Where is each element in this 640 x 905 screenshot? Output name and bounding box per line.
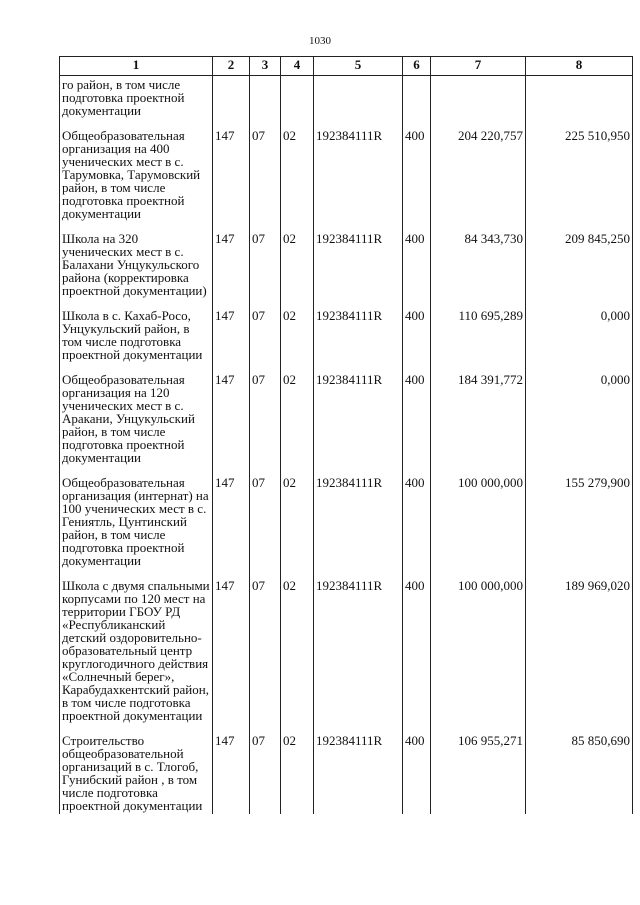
section-code-cell: 07 xyxy=(250,129,281,232)
section-code-cell: 07 xyxy=(250,232,281,309)
column-header: 6 xyxy=(403,57,431,76)
object-name-cell: Школа с двумя спальными корпусами по 120 мест на территории ГБОУ РД «Республиканский детский оздоровительно-образовательный центр круглогодичного действия «Солнечный берег», Карабудахкентский район, в том числе подготовка проектной документации xyxy=(60,579,213,734)
column-header: 2 xyxy=(213,57,250,76)
budget-table xyxy=(59,56,633,814)
column-header: 1 xyxy=(60,57,213,76)
section-code-cell: 07 xyxy=(250,579,281,734)
object-name-cell: Общеобразовательная организация на 120 ученических мест в с. Аракани, Унцукульский район, в том числе подготовка проектной документации xyxy=(60,373,213,476)
expense-type-cell: 400 xyxy=(403,734,431,814)
column-header: 7 xyxy=(431,57,526,76)
amount-col7-cell: 204 220,757 xyxy=(431,129,526,232)
expense-type-cell: 400 xyxy=(403,579,431,734)
table-row xyxy=(60,579,633,734)
target-article-cell: 192384111R xyxy=(314,232,403,309)
section-code-cell xyxy=(250,76,281,130)
object-name-cell: Школа на 320 ученических мест в с. Балахани Унцукульского района (корректировка проектной документации) xyxy=(60,232,213,309)
target-article-cell: 192384111R xyxy=(314,734,403,814)
subsection-code-cell: 02 xyxy=(281,476,314,579)
ministry-code-cell: 147 xyxy=(213,309,250,373)
ministry-code-cell: 147 xyxy=(213,373,250,476)
amount-col7-cell: 100 000,000 xyxy=(431,476,526,579)
amount-col8-cell: 225 510,950 xyxy=(526,129,633,232)
target-article-cell: 192384111R xyxy=(314,309,403,373)
object-name-cell: Общеобразовательная организация на 400 ученических мест в с. Тарумовка, Тарумовский район, в том числе подготовка проектной документации xyxy=(60,129,213,232)
table-row xyxy=(60,76,633,130)
section-code-cell: 07 xyxy=(250,476,281,579)
expense-type-cell: 400 xyxy=(403,476,431,579)
expense-type-cell: 400 xyxy=(403,373,431,476)
target-article-cell: 192384111R xyxy=(314,476,403,579)
amount-col8-cell: 0,000 xyxy=(526,309,633,373)
subsection-code-cell: 02 xyxy=(281,232,314,309)
amount-col8-cell: 85 850,690 xyxy=(526,734,633,814)
amount-col7-cell: 110 695,289 xyxy=(431,309,526,373)
column-header: 3 xyxy=(250,57,281,76)
subsection-code-cell: 02 xyxy=(281,373,314,476)
amount-col8-cell: 189 969,020 xyxy=(526,579,633,734)
subsection-code-cell xyxy=(281,76,314,130)
amount-col7-cell: 84 343,730 xyxy=(431,232,526,309)
section-code-cell: 07 xyxy=(250,373,281,476)
page-number: 1030 xyxy=(309,35,331,47)
table-row xyxy=(60,232,633,309)
subsection-code-cell: 02 xyxy=(281,734,314,814)
amount-col7-cell: 100 000,000 xyxy=(431,579,526,734)
target-article-cell: 192384111R xyxy=(314,579,403,734)
column-header: 4 xyxy=(281,57,314,76)
table-row xyxy=(60,734,633,814)
target-article-cell xyxy=(314,76,403,130)
ministry-code-cell: 147 xyxy=(213,476,250,579)
amount-col7-cell: 106 955,271 xyxy=(431,734,526,814)
object-name-cell: Школа в с. Кахаб-Росо, Унцукульский район, в том числе подготовка проектной документации xyxy=(60,309,213,373)
target-article-cell: 192384111R xyxy=(314,129,403,232)
expense-type-cell xyxy=(403,76,431,130)
table-row xyxy=(60,476,633,579)
amount-col8-cell: 0,000 xyxy=(526,373,633,476)
column-header: 8 xyxy=(526,57,633,76)
object-name-cell: Общеобразовательная организация (интернат) на 100 ученических мест в с. Гениятль, Цунтинский район, в том числе подготовка проектной документации xyxy=(60,476,213,579)
subsection-code-cell: 02 xyxy=(281,129,314,232)
table-row xyxy=(60,373,633,476)
amount-col8-cell: 155 279,900 xyxy=(526,476,633,579)
ministry-code-cell: 147 xyxy=(213,734,250,814)
table-row xyxy=(60,309,633,373)
object-name-cell: Строительство общеобразовательной организаций в с. Тлогоб, Гунибский район , в том числе подготовка проектной документации xyxy=(60,734,213,814)
subsection-code-cell: 02 xyxy=(281,579,314,734)
amount-col8-cell xyxy=(526,76,633,130)
section-code-cell: 07 xyxy=(250,734,281,814)
ministry-code-cell: 147 xyxy=(213,129,250,232)
ministry-code-cell xyxy=(213,76,250,130)
target-article-cell: 192384111R xyxy=(314,373,403,476)
table-header-row xyxy=(60,57,633,76)
amount-col7-cell xyxy=(431,76,526,130)
column-header: 5 xyxy=(314,57,403,76)
table-row xyxy=(60,129,633,232)
subsection-code-cell: 02 xyxy=(281,309,314,373)
amount-col7-cell: 184 391,772 xyxy=(431,373,526,476)
expense-type-cell: 400 xyxy=(403,129,431,232)
object-name-cell: го район, в том числе подготовка проектной документации xyxy=(60,76,213,130)
ministry-code-cell: 147 xyxy=(213,232,250,309)
expense-type-cell: 400 xyxy=(403,309,431,373)
expense-type-cell: 400 xyxy=(403,232,431,309)
ministry-code-cell: 147 xyxy=(213,579,250,734)
amount-col8-cell: 209 845,250 xyxy=(526,232,633,309)
section-code-cell: 07 xyxy=(250,309,281,373)
